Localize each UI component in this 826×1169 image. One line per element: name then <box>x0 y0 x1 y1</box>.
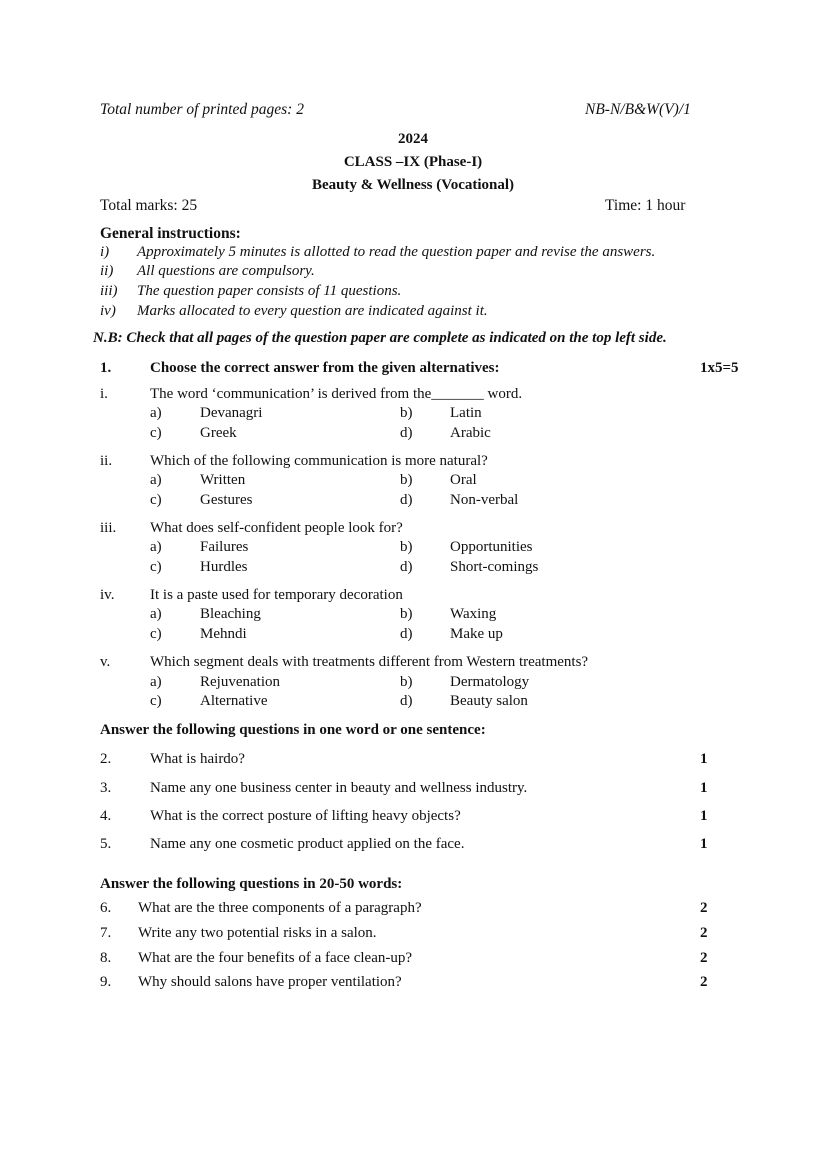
option-key: c) <box>150 425 162 441</box>
option-value: Failures <box>200 539 249 555</box>
option-value: Dermatology <box>450 674 530 690</box>
question-marks: 1 <box>700 808 708 824</box>
instruction-num: iv) <box>100 303 116 319</box>
option-value: Bleaching <box>200 606 261 622</box>
instructions-title: General instructions: <box>100 225 241 242</box>
option-value: Non-verbal <box>450 492 519 508</box>
question-marks: 2 <box>700 900 708 916</box>
option-value: Alternative <box>200 693 268 709</box>
question-num: 5. <box>100 836 112 852</box>
question-text: What are the three components of a paragraph? <box>138 900 422 916</box>
option-key: c) <box>150 492 162 508</box>
option-value: Written <box>200 472 246 488</box>
option-value: Latin <box>450 405 482 421</box>
option-value: Opportunities <box>450 539 533 555</box>
option-value: Waxing <box>450 606 497 622</box>
section1-title: Choose the correct answer from the given alternatives: <box>150 360 500 376</box>
option-key: c) <box>150 626 162 642</box>
question-text: Name any one business center in beauty and wellness industry. <box>150 780 528 796</box>
instruction-num: i) <box>100 244 110 260</box>
option-value: Make up <box>450 626 503 642</box>
question-text: Write any two potential risks in a salon. <box>138 925 377 941</box>
subject-title: Beauty & Wellness (Vocational) <box>311 177 515 193</box>
option-key: b) <box>400 472 413 488</box>
option-value: Gestures <box>200 492 253 508</box>
section1-marks: 1x5=5 <box>700 360 739 376</box>
option-key: d) <box>400 492 413 508</box>
option-key: d) <box>400 693 413 709</box>
question-marks: 2 <box>700 950 708 966</box>
question-num: i. <box>100 386 108 402</box>
option-value: Arabic <box>450 425 491 441</box>
option-key: a) <box>150 539 162 555</box>
question-text: It is a paste used for temporary decoration <box>150 587 403 603</box>
question-marks: 1 <box>700 836 708 852</box>
option-value: Devanagri <box>200 405 263 421</box>
question-num: 8. <box>100 950 112 966</box>
option-key: c) <box>150 693 162 709</box>
option-key: d) <box>400 425 413 441</box>
question-num: 9. <box>100 974 112 990</box>
time-allowed: Time: 1 hour <box>605 197 686 214</box>
section2-title: Answer the following questions in one word or one sentence: <box>100 722 486 738</box>
option-key: b) <box>400 606 413 622</box>
question-text: Which of the following communication is more natural? <box>150 453 488 469</box>
question-num: ii. <box>100 453 113 469</box>
question-text: Name any one cosmetic product applied on the face. <box>150 836 465 852</box>
question-marks: 1 <box>700 751 708 767</box>
instruction-text: Approximately 5 minutes is allotted to read the question paper and revise the answers. <box>137 244 656 260</box>
question-text: What does self-confident people look for? <box>150 520 403 536</box>
question-num: 4. <box>100 808 112 824</box>
question-num: 6. <box>100 900 112 916</box>
option-value: Beauty salon <box>450 693 528 709</box>
question-marks: 1 <box>700 780 708 796</box>
section3-title: Answer the following questions in 20-50 words: <box>100 876 403 892</box>
question-num: 7. <box>100 925 112 941</box>
option-value: Oral <box>450 472 477 488</box>
instruction-num: ii) <box>100 263 114 279</box>
question-num: v. <box>100 654 111 670</box>
option-key: d) <box>400 559 413 575</box>
question-num: 2. <box>100 751 112 767</box>
question-text: The word ‘communication’ is derived from the_______ word. <box>150 386 523 402</box>
instruction-text: The question paper consists of 11 questions. <box>137 283 402 299</box>
option-key: a) <box>150 674 162 690</box>
option-key: a) <box>150 405 162 421</box>
question-num: iii. <box>100 520 117 536</box>
option-key: a) <box>150 472 162 488</box>
instruction-num: iii) <box>100 283 118 299</box>
option-value: Rejuvenation <box>200 674 280 690</box>
question-text: What is the correct posture of lifting heavy objects? <box>150 808 461 824</box>
option-value: Short-comings <box>450 559 539 575</box>
option-value: Greek <box>200 425 237 441</box>
question-text: Which segment deals with treatments different from Western treatments? <box>150 654 589 670</box>
option-value: Hurdles <box>200 559 248 575</box>
option-key: c) <box>150 559 162 575</box>
section1-num: 1. <box>100 360 112 376</box>
class-line: CLASS –IX (Phase-I) <box>343 154 483 170</box>
nb-note: N.B: Check that all pages of the question paper are complete as indicated on the top left side. <box>93 330 667 346</box>
exam-year: 2024 <box>398 131 428 147</box>
paper-code: NB-N/B&W(V)/1 <box>585 101 691 118</box>
option-key: b) <box>400 405 413 421</box>
question-marks: 2 <box>700 974 708 990</box>
instruction-text: Marks allocated to every question are indicated against it. <box>137 303 488 319</box>
question-num: 3. <box>100 780 112 796</box>
total-marks: Total marks: 25 <box>100 197 198 214</box>
question-text: What is hairdo? <box>150 751 245 767</box>
instruction-text: All questions are compulsory. <box>137 263 315 279</box>
question-text: Why should salons have proper ventilation? <box>138 974 402 990</box>
option-key: a) <box>150 606 162 622</box>
question-num: iv. <box>100 587 115 603</box>
option-key: b) <box>400 674 413 690</box>
question-text: What are the four benefits of a face clean-up? <box>138 950 413 966</box>
option-key: d) <box>400 626 413 642</box>
question-marks: 2 <box>700 925 708 941</box>
printed-pages-note: Total number of printed pages: 2 <box>100 101 304 118</box>
option-key: b) <box>400 539 413 555</box>
option-value: Mehndi <box>200 626 247 642</box>
